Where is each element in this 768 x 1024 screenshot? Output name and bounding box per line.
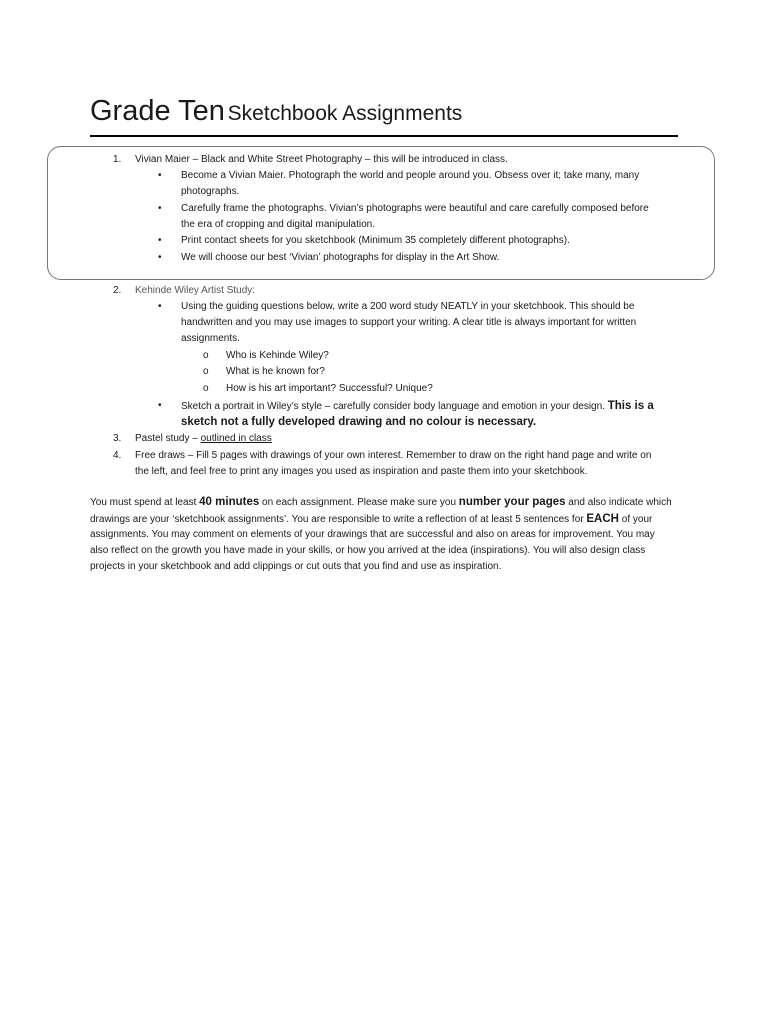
question-text: How is his art important? Successful? Unique?	[226, 383, 433, 394]
item-heading	[135, 431, 272, 447]
bullet-text-plain: Sketch a portrait in Wiley’s style – carefully consider body language and emotion in your design.	[181, 401, 605, 412]
paragraph-text: of your	[621, 514, 653, 525]
paragraph-bold: number your pages	[458, 496, 566, 508]
item-heading-text: Pastel study –	[135, 433, 198, 444]
paragraph-line	[90, 494, 672, 511]
paragraph-text: drawings are your ‘sketchbook assignments’. You are responsible to write a reflection of at least 5 sentences for	[90, 514, 584, 525]
sub-bullet-icon: o	[203, 366, 209, 377]
bullet-icon: •	[158, 170, 162, 181]
bullet-text: Print contact sheets for you sketchbook (Minimum 35 completely different photographs).	[181, 235, 570, 246]
paragraph-text: You must spend at least	[90, 497, 197, 508]
bullet-icon: •	[158, 235, 162, 246]
bullet-text: Carefully frame the photographs. Vivian’s photographs were beautiful and care carefully composed before	[181, 203, 649, 214]
bullet-text-bold: sketch not a fully developed drawing and no colour is necessary.	[181, 416, 537, 428]
paragraph-bold: 40 minutes	[199, 496, 260, 508]
item-heading-underlined: outlined in class	[200, 433, 272, 444]
item-text: Free draws – Fill 5 pages with drawings of your own interest. Remember to draw on the right hand page and write on	[135, 450, 652, 461]
item-number: 1.	[113, 154, 122, 165]
sub-bullet-icon: o	[203, 383, 209, 394]
paragraph-line	[90, 511, 652, 528]
paragraph-text: on each assignment. Please make sure you	[262, 497, 457, 508]
bullet-text: Using the guiding questions below, write a 200 word study NEATLY in your sketchbook. This should be	[181, 301, 635, 312]
bullet-text	[181, 398, 654, 415]
bullet-text: Become a Vivian Maier. Photograph the world and people around you. Obsess over it; take many, many	[181, 170, 640, 181]
item-number: 2.	[113, 285, 122, 296]
paragraph-bold: EACH	[586, 513, 619, 525]
bullet-icon: •	[158, 400, 162, 411]
bullet-text: handwritten and you may use images to support your writing. A clear title is always important for written	[181, 317, 637, 328]
bullet-icon: •	[158, 301, 162, 312]
bullet-text: the era of cropping and digital manipulation.	[181, 219, 376, 230]
title-main: Grade Ten	[90, 95, 225, 127]
item-heading: Vivian Maier – Black and White Street Photography – this will be introduced in class.	[135, 154, 508, 165]
title-sub: Sketchbook Assignments	[227, 102, 463, 125]
item-number: 3.	[113, 433, 122, 444]
paragraph-text: and also indicate which	[568, 497, 672, 508]
bullet-text: assignments.	[181, 333, 240, 344]
item-heading: Kehinde Wiley Artist Study:	[135, 285, 256, 296]
sub-bullet-icon: o	[203, 350, 209, 361]
bullet-icon: •	[158, 203, 162, 214]
bullet-text: photographs.	[181, 186, 240, 197]
paragraph-line: projects in your sketchbook and add clippings or cut outs that you find and use as inspiration.	[90, 561, 502, 572]
paragraph-line: also reflect on the growth you have made in your skills, or how you arrived at the idea (inspirations). You will also design class	[90, 545, 646, 556]
item-number: 4.	[113, 450, 122, 461]
item-text: the left, and feel free to print any images you used as inspiration and paste them into your sketchbook.	[135, 466, 588, 477]
question-text: Who is Kehinde Wiley?	[226, 350, 329, 361]
bullet-icon: •	[158, 252, 162, 263]
paragraph-line: assignments. You may comment on elements of your drawings that are successful and also on areas for improvement. You may	[90, 529, 655, 540]
question-text: What is he known for?	[226, 366, 325, 377]
bullet-text: We will choose our best ‘Vivian’ photographs for display in the Art Show.	[181, 252, 500, 263]
page-title	[90, 96, 678, 137]
bullet-text-bold: This is a	[607, 400, 654, 412]
